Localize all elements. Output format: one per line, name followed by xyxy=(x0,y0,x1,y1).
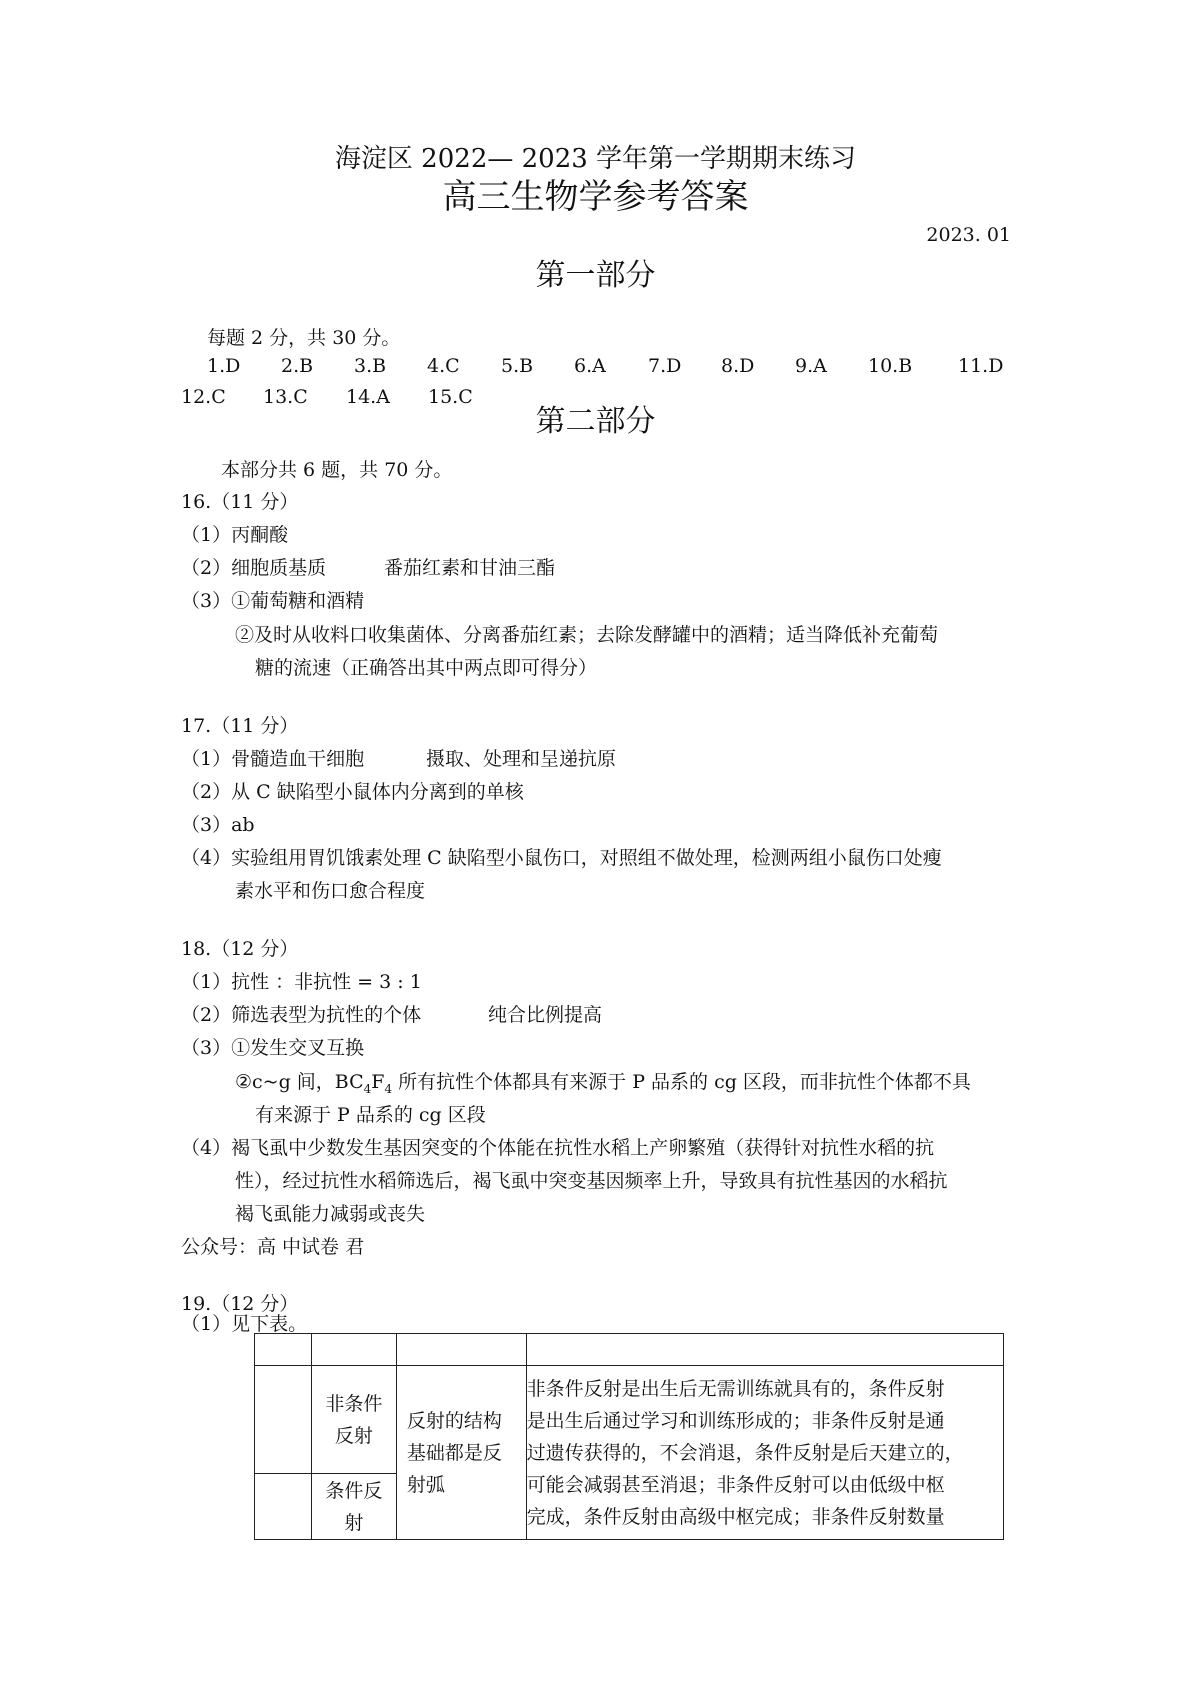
table-header-row xyxy=(255,1334,1004,1366)
similarity-text: 反射的结构基础都是反射弧 xyxy=(406,1409,502,1496)
answer-item: 5.B xyxy=(501,355,534,377)
q18-line: （4）褐飞虱中少数发生基因突变的个体能在抗性水稻上产卵繁殖（获得针对抗性水稻的抗 xyxy=(181,1137,935,1159)
answer-item: 1.D xyxy=(207,355,241,377)
answer-item: 11.D xyxy=(958,355,1004,377)
q18-frag: ②c~g 间，BC xyxy=(235,1071,364,1093)
similarity-cell xyxy=(396,1366,526,1540)
q16-head: 16.（11 分） xyxy=(181,491,299,513)
q16-line: 番茄红素和甘油三酯 xyxy=(384,557,556,579)
q18-line xyxy=(235,1071,971,1100)
answer-item: 7.D xyxy=(648,355,682,377)
difference-line: 可能会减弱甚至消退；非条件反射可以由低级中枢 xyxy=(526,1473,945,1496)
difference-line: 非条件反射是出生后无需训练就具有的，条件反射 xyxy=(526,1377,945,1400)
answer-item: 6.A xyxy=(574,355,606,377)
q18-line: 纯合比例提高 xyxy=(488,1004,603,1026)
q17-line: 素水平和伤口愈合程度 xyxy=(235,880,426,902)
q18-sub: 4 xyxy=(363,1081,372,1096)
conditioned-cell xyxy=(311,1474,396,1540)
date: 2023. 01 xyxy=(926,224,1011,246)
answer-item: 3.B xyxy=(354,355,387,377)
answer-item: 10.B xyxy=(868,355,913,377)
answer-item: 12.C xyxy=(181,386,226,408)
page-title: 高三生物学参考答案 xyxy=(442,177,749,217)
table-row xyxy=(255,1366,1004,1474)
q16-line: （3）①葡萄糖和酒精 xyxy=(181,590,365,612)
difference-cell xyxy=(526,1366,1003,1540)
q16-line: （2）细胞质基质 xyxy=(181,557,327,579)
table-cell xyxy=(396,1334,526,1366)
table-cell xyxy=(255,1366,312,1474)
unconditioned-cell xyxy=(311,1366,396,1474)
q19-head: 19.（12 分） xyxy=(181,1293,299,1315)
difference-line: 过遗传获得的，不会消退，条件反射是后天建立的， xyxy=(526,1441,964,1464)
q18-line: （1）抗性 ：非抗性 = 3 : 1 xyxy=(181,971,422,993)
answer-item: 9.A xyxy=(795,355,827,377)
q18-frag: F xyxy=(371,1071,385,1093)
answer-item: 13.C xyxy=(263,386,308,408)
answer-item: 14.A xyxy=(346,386,390,408)
q17-line: （2）从 C 缺陷型小鼠体内分离到的单核 xyxy=(181,781,524,803)
part2-note: 本部分共 6 题，共 70 分。 xyxy=(221,459,453,481)
table-cell xyxy=(255,1334,312,1366)
q16-line: 糖的流速（正确答出其中两点即可得分） xyxy=(255,657,598,679)
q18-line: 有来源于 P 品系的 cg 区段 xyxy=(255,1104,486,1126)
q17-line: （3）ab xyxy=(181,814,255,836)
header-line1: 海淀区 2022— 2023 学年第一学期期末练习 xyxy=(334,144,857,174)
conditioned-label: 条件反射 xyxy=(325,1479,383,1534)
q16-line: （1）丙酮酸 xyxy=(181,524,289,546)
q17-line: （4）实验组用胃饥饿素处理 C 缺陷型小鼠伤口，对照组不做处理，检测两组小鼠伤口处瘦 xyxy=(181,847,942,869)
q18-line: （3）①发生交叉互换 xyxy=(181,1037,365,1059)
q18-line: 褐飞虱能力减弱或丧失 xyxy=(235,1203,426,1225)
q18-sub: 4 xyxy=(384,1081,393,1096)
q18-head: 18.（12 分） xyxy=(181,938,299,960)
q17-line: （1）骨髓造血干细胞 xyxy=(181,748,365,770)
table-cell xyxy=(526,1334,1003,1366)
unconditioned-label: 非条件反射 xyxy=(325,1392,383,1447)
q18-line: 性），经过抗性水稻筛选后，褐飞虱中突变基因频率上升，导致具有抗性基因的水稻抗 xyxy=(235,1170,948,1192)
q17-line: 摄取、处理和呈递抗原 xyxy=(426,748,617,770)
q18-line: （2）筛选表型为抗性的个体 xyxy=(181,1004,422,1026)
answer-item: 15.C xyxy=(428,386,473,408)
q18-frag: 所有抗性个体都具有来源于 P 品系的 cg 区段，而非抗性个体都不具 xyxy=(392,1071,971,1093)
answer-item: 4.C xyxy=(427,355,460,377)
q19-line: （1）见下表。 xyxy=(181,1313,308,1335)
difference-line: 是出生后通过学习和训练形成的；非条件反射是通 xyxy=(526,1409,945,1432)
q16-line: ②及时从收料口收集菌体、分离番茄红素；去除发酵罐中的酒精；适当降低补充葡萄 xyxy=(235,624,939,646)
answer-item: 8.D xyxy=(721,355,755,377)
part2-title: 第二部分 xyxy=(535,404,656,439)
reflex-table xyxy=(254,1333,1004,1540)
table-cell xyxy=(255,1474,312,1540)
table-cell xyxy=(311,1334,396,1366)
q17-head: 17.（11 分） xyxy=(181,715,299,737)
difference-line: 完成，条件反射由高级中枢完成；非条件反射数量 xyxy=(526,1505,945,1528)
watermark: 公众号：高 中试卷 君 xyxy=(181,1236,365,1258)
part1-title: 第一部分 xyxy=(535,258,656,293)
part1-note: 每题 2 分，共 30 分。 xyxy=(207,327,401,349)
answer-item: 2.B xyxy=(281,355,314,377)
